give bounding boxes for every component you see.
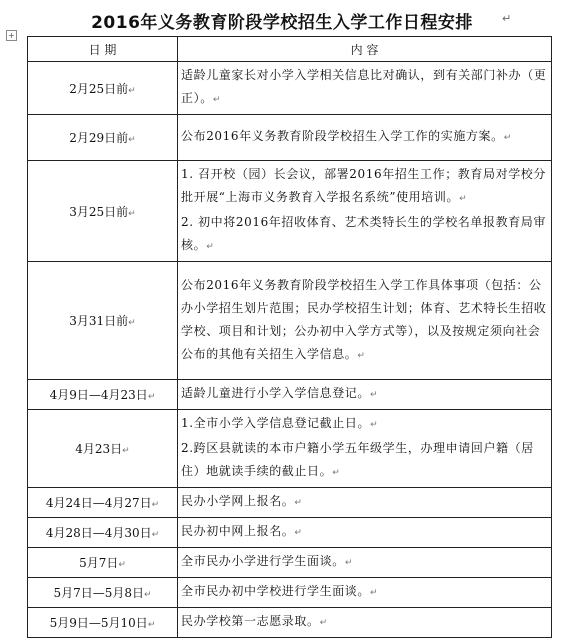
table-row [28,380,552,410]
content-line: 全市民办小学进行学生面谈。↵ [181,554,353,568]
paragraph-mark-icon: ↵ [151,500,160,510]
content-line: 公布2016年义务教育阶段学校招生入学工作的实施方案。↵ [181,129,512,143]
row-date: 3月31日前↵ [28,262,178,380]
row-date: 5月7日—5月8日↵ [28,578,178,608]
row-date: 2月29日前↵ [28,115,178,161]
header-date: 日 期 [28,37,178,62]
paragraph-mark-icon: ↵ [370,390,379,400]
row-date: 2月25日前↵ [28,62,178,115]
row-date: 3月25日前↵ [28,161,178,262]
row-content [178,488,552,518]
content-line: 1.全市小学入学信息登记截止日。↵ [181,416,379,430]
content-line: 1. 召开校（园）长会议，部署2016年招生工作；教育局对学校分批开展“上海市义务教育入学报名系统”使用培训。↵ [181,167,547,204]
row-content [178,608,552,638]
paragraph-mark-icon: ↵ [118,560,126,570]
paragraph-mark-icon: ↵ [128,85,136,96]
paragraph-mark-icon: ↵ [128,318,136,328]
content-line: 民办小学网上报名。↵ [181,494,303,508]
content-line: 适龄儿童家长对小学入学相关信息比对确认，到有关部门补办（更正）。↵ [181,68,547,105]
paragraph-mark-icon: ↵ [459,194,468,204]
table-row [28,161,552,262]
content-line: 公布2016年义务教育阶段学校招生入学工作具体事项（包括：公办小学招生划片范围；民办学校招生计划；体育、艺术特长生招收学校、项目和计划；公办初中入学方式等），以及按规定须向社会公布的其他有关招生入学信息。↵ [181,277,547,361]
row-date: 4月23日↵ [28,410,178,488]
content-line: 适龄儿童进行小学入学信息登记。↵ [181,386,379,400]
paragraph-mark-icon: ↵ [502,12,512,25]
table-row [28,410,552,488]
paragraph-mark-icon: ↵ [128,135,136,145]
paragraph-mark-icon: ↵ [370,588,379,598]
table-row [28,578,552,608]
content-line: 民办学校第一志愿录取。↵ [181,614,328,628]
row-content [178,548,552,578]
table-body [28,62,552,638]
paragraph-mark-icon: ↵ [332,468,341,478]
row-content [178,380,552,410]
row-content [178,518,552,548]
table-row [28,62,552,115]
content-line: 全市民办初中学校进行学生面谈。↵ [181,584,379,598]
table-row [28,262,552,380]
row-content [178,62,552,115]
table-move-handle-icon[interactable]: + [6,30,17,41]
table-row [28,488,552,518]
header-content: 内 容 [178,37,552,62]
paragraph-mark-icon: ↵ [212,95,221,105]
paragraph-mark-icon: ↵ [503,133,512,143]
paragraph-mark-icon: ↵ [319,618,328,628]
row-date: 5月9日—5月10日↵ [28,608,178,638]
row-content [178,410,552,488]
row-content [178,262,552,380]
page-title [0,8,564,33]
paragraph-mark-icon: ↵ [151,530,160,540]
table-header-row [28,37,552,62]
paragraph-mark-icon: ↵ [122,446,130,456]
paragraph-mark-icon: ↵ [144,590,152,600]
paragraph-mark-icon: ↵ [147,392,156,402]
row-date: 5月7日↵ [28,548,178,578]
table-row [28,608,552,638]
table-row [28,548,552,578]
table-row [28,518,552,548]
table-row [28,115,552,161]
paragraph-mark-icon: ↵ [294,528,303,538]
row-content [178,578,552,608]
paragraph-mark-icon: ↵ [344,558,353,568]
row-date: 4月9日—4月23日↵ [28,380,178,410]
content-line: 民办初中网上报名。↵ [181,524,303,538]
paragraph-mark-icon: ↵ [370,420,379,430]
paragraph-mark-icon: ↵ [147,620,156,630]
title-text: 2016年义务教育阶段学校招生入学工作日程安排 [91,13,473,33]
row-content [178,161,552,262]
schedule-table [27,36,552,638]
paragraph-mark-icon: ↵ [357,350,366,361]
content-line: 2.跨区县就读的本市户籍小学五年级学生，办理申请回户籍（居住）地就读手续的截止日。↵ [181,441,534,478]
content-line: 2. 初中将2016年招收体育、艺术类特长生的学校名单报教育局审核。↵ [181,215,547,252]
row-content [178,115,552,161]
row-date: 4月24日—4月27日↵ [28,488,178,518]
paragraph-mark-icon: ↵ [206,242,215,252]
paragraph-mark-icon: ↵ [128,208,136,219]
row-date: 4月28日—4月30日↵ [28,518,178,548]
paragraph-mark-icon: ↵ [294,498,303,508]
